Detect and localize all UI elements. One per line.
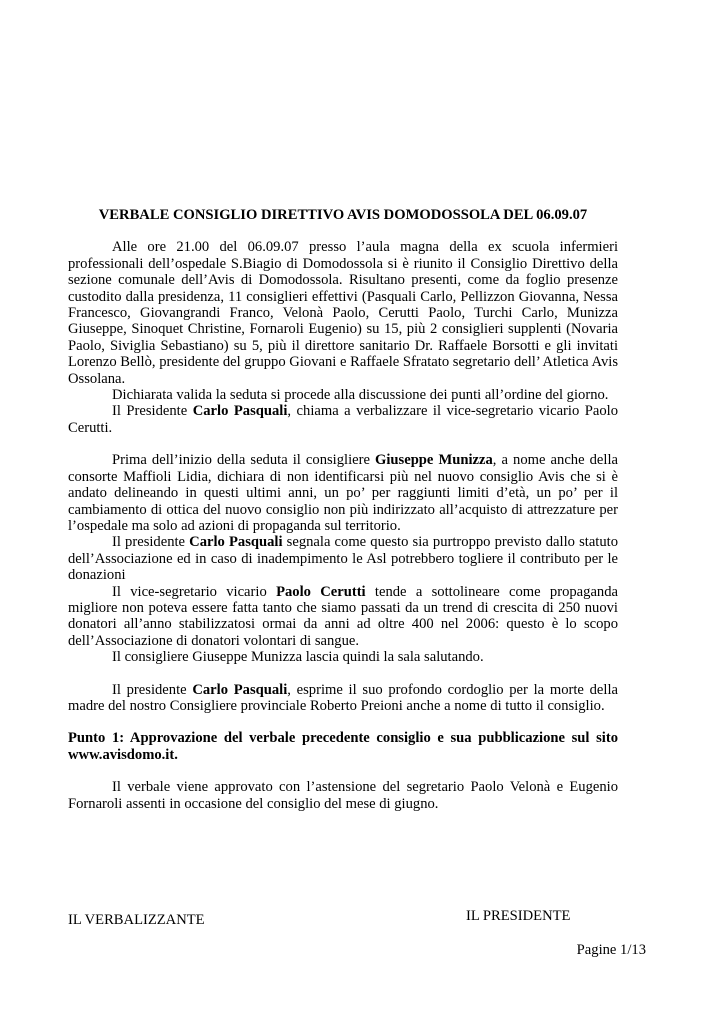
- signature-recorder: IL VERBALIZZANTE: [68, 912, 205, 928]
- text-segment: tende a sottolineare come propaganda migliore non poteva essere fatta tanto che siamo passati da un trend di crescita di 250 nuovi donatori all’anno stabilizzatosi ormai da anni ad oltre 400 nel 2006: questo è lo scopo dell’Associazione di donatori volontari di sangue.: [68, 583, 618, 649]
- page-number: Pagine 1/13: [576, 942, 646, 958]
- text-segment: Prima dell’inizio della seduta il consigliere: [112, 452, 376, 469]
- person-name: Carlo Pasquali: [189, 534, 283, 551]
- paragraph-session-valid: Dichiarata valida la seduta si procede alla discussione dei punti all’ordine del giorno.: [112, 387, 609, 404]
- document-body: [68, 207, 618, 812]
- paragraph-president-reply: [68, 534, 618, 583]
- person-name: Carlo Pasquali: [192, 681, 288, 698]
- paragraph-munizza: [68, 452, 618, 534]
- text-segment: , esprime il suo profondo cordoglio per la morte della madre del nostro Consigliere provinciale Roberto Preioni anche a nome di tutto il consiglio.: [68, 681, 618, 714]
- document-title: VERBALE CONSIGLIO DIRETTIVO AVIS DOMODOSSOLA DEL 06.09.07: [98, 207, 588, 223]
- paragraph-attendance: Alle ore 21.00 del 06.09.07 presso l’aula magna della ex scuola infermieri professionali dell’ospedale S.Biagio di Domodossola si è riunito il Consiglio Direttivo della sezione comunale dell’Avis di Domodossola. Risultano presenti, come da foglio presenze custodito dalla presidenza, 11 consiglieri effettivi (Pasquali Carlo, Pellizzon Giovanna, Nessa Francesco, Giovangrandi Franco, Velonà Paolo, Cerutti Paolo, Turchi Carlo, Munizza Giuseppe, Sinoquet Christine, Fornaroli Eugenio) su 15, più 2 consiglieri supplenti (Novaria Paolo, Siviglia Sebastiano) su 5, più il direttore sanitario Dr. Raffaele Borsotti e gli invitati Lorenzo Bellò, presidente del gruppo Giovani e Raffaele Sfratato segretario dell’ Atletica Avis Ossolana.: [68, 239, 618, 387]
- paragraph-munizza-leaves: Il consigliere Giuseppe Munizza lascia quindi la sala salutando.: [112, 649, 484, 666]
- person-name: Paolo Cerutti: [276, 583, 366, 600]
- text-segment: , chiama a verbalizzare il vice-segretario vicario Paolo Cerutti.: [68, 403, 618, 436]
- paragraph-approval: Il verbale viene approvato con l’astensione del segretario Paolo Velonà e Eugenio Fornaroli assenti in occasione del consiglio del mese di giugno.: [68, 779, 618, 812]
- agenda-item-heading: Punto 1: Approvazione del verbale precedente consiglio e sua pubblicazione sul sito www.avisdomo.it.: [68, 730, 618, 763]
- person-name: Giuseppe Munizza: [375, 452, 493, 469]
- paragraph-condolences: [68, 682, 618, 715]
- text-segment: , a nome anche della consorte Maffioli Lidia, dichiara di non identificarsi più nel nuovo consiglio Avis che si è andato delineando in questi ultimi anni, un po’ per raggiunti limiti d’età, un po’ per il cambiamento di ottica del nuovo consiglio non più indirizzato all’acquisto di attrezzature per l’ospedale ma solo ad azioni di propaganda sul territorio.: [68, 452, 618, 534]
- text-segment: Il vice-segretario vicario: [112, 583, 277, 600]
- text-segment: Il Presidente: [112, 403, 193, 420]
- person-name: Carlo Pasquali: [192, 403, 288, 420]
- text-segment: Il presidente: [112, 681, 193, 698]
- text-segment: segnala come questo sia purtroppo previsto dallo statuto dell’Associazione ed in caso di inadempimento le Asl potrebbero togliere il contributo per le donazioni: [68, 534, 619, 584]
- paragraph-secretary: [68, 403, 618, 436]
- signature-president: IL PRESIDENTE: [466, 908, 571, 924]
- text-segment: Il presidente: [112, 534, 190, 551]
- paragraph-cerutti: [68, 584, 618, 650]
